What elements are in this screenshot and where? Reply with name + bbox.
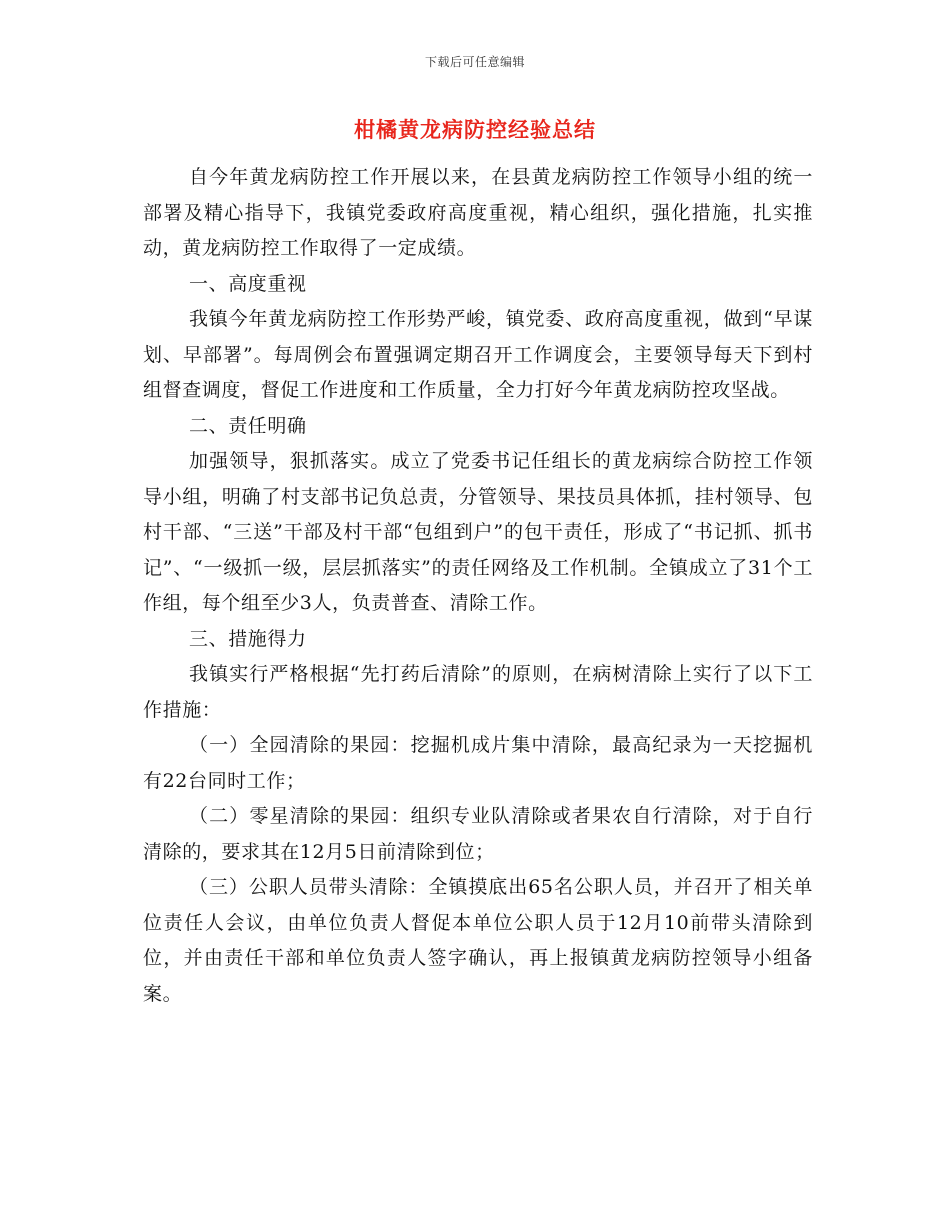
measure-item-2: （二）零星清除的果园：组织专业队清除或者果农自行清除，对于自行清除的，要求其在12月5日前清除到位； <box>143 805 813 863</box>
section-heading-3: 三、措施得力 <box>189 627 307 650</box>
section-2-paragraph: 加强领导，狠抓落实。成立了党委书记任组长的黄龙病综合防控工作领导小组，明确了村支部书记负总责，分管领导、果技员具体抓，挂村领导、包村干部、“三送”干部及村干部“包组到户”的包干责任，形成了“书记抓、抓书记”、“一级抓一级，层层抓落实”的责任网络及工作机制。全镇成立了31个工作组，每个组至少3人，负责普查、清除工作。 <box>143 450 813 614</box>
measure-item-1: （一）全园清除的果园：挖掘机成片集中清除，最高纪录为一天挖掘机有22台同时工作； <box>143 734 813 792</box>
section-3-paragraph: 我镇实行严格根据“先打药后清除”的原则，在病树清除上实行了以下工作措施： <box>143 663 813 721</box>
section-heading-2: 二、责任明确 <box>189 414 307 437</box>
header-note: 下载后可任意编辑 <box>424 55 525 69</box>
document-body <box>143 160 813 1012</box>
section-1-paragraph: 我镇今年黄龙病防控工作形势严峻，镇党委、政府高度重视，做到“早谋划、早部署”。每周例会布置强调定期召开工作调度会，主要领导每天下到村组督查调度，督促工作进度和工作质量，全力打好今年黄龙病防控攻坚战。 <box>143 308 813 401</box>
intro-paragraph: 自今年黄龙病防控工作开展以来，在县黄龙病防控工作领导小组的统一部署及精心指导下，我镇党委政府高度重视，精心组织，强化措施，扎实推动，黄龙病防控工作取得了一定成绩。 <box>143 166 813 259</box>
measure-item-3: （三）公职人员带头清除：全镇摸底出65名公职人员，并召开了相关单位责任人会议，由单位负责人督促本单位公职人员于12月10前带头清除到位，并由责任干部和单位负责人签字确认，再上报镇黄龙病防控领导小组备案。 <box>143 876 813 1005</box>
document-title: 柑橘黄龙病防控经验总结 <box>354 117 596 142</box>
section-heading-1: 一、高度重视 <box>189 272 307 295</box>
